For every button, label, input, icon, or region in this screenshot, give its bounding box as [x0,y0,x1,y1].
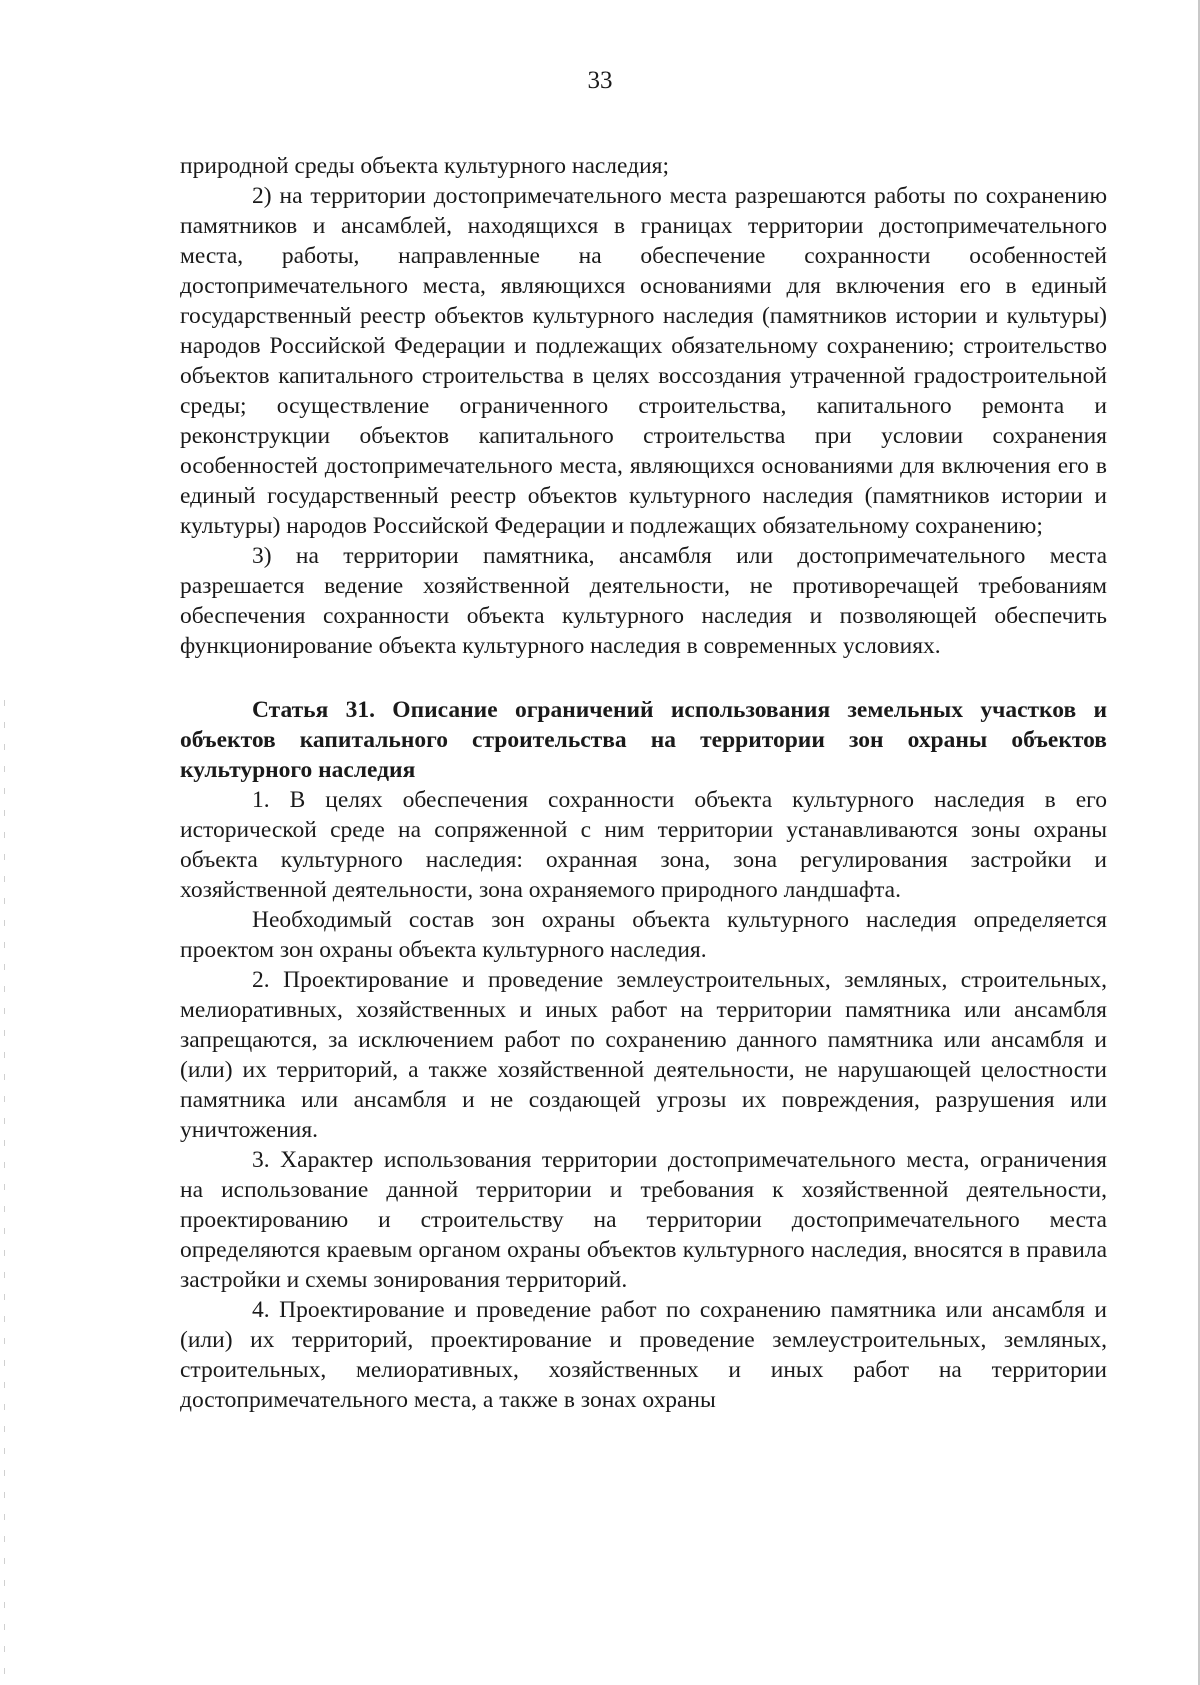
paragraph-clause-4: 4. Проектирование и проведение работ по сохранению памятника или ансамбля и (или) их территорий, проектирование и проведение землеустроительных, земляных, строительных, мелиоративных, хозяйственных и иных работ на территории достопримечательного места, а также в зонах охраны [180,1297,1107,1413]
paragraph-item-2: 2) на территории достопримечательного места разрешаются работы по сохранению памятников и ансамблей, находящихся в границах территории достопримечательного места, работы, направленные на обеспечение сохранности особенностей достопримечательного места, являющихся основаниями для включения его в единый государственный реестр объектов культурного наследия (памятников истории и культуры) народов Российской Федерации и подлежащих обязательному сохранению; строительство объектов капитального строительства в целях воссоздания утраченной градостроительной среды; осуществление ограниченного строительства, капитального ремонта и реконструкции объектов капитального строительства при условии сохранения особенностей достопримечательного места, являющихся основаниями для включения его в единый государственный реестр объектов культурного наследия (памятников истории и культуры) народов Российской Федерации и подлежащих обязательному сохранению; [180,183,1107,539]
paragraph-item-3: 3) на территории памятника, ансамбля или достопримечательного места разрешается ведение хозяйственной деятельности, не противоречащей требованиям обеспечения сохранности объекта культурного наследия и позволяющей обеспечить функционирование объекта культурного наследия в современных условиях. [180,543,1107,659]
article-31-heading: Статья 31. Описание ограничений использования земельных участков и объектов капитального строительства на территории зон охраны объектов культурного наследия [180,697,1107,783]
paragraph-clause-2: 2. Проектирование и проведение землеустроительных, земляных, строительных, мелиоративных, хозяйственных и иных работ на территории памятника или ансамбля запрещаются, за исключением работ по сохранению данного памятника или ансамбля и (или) их территорий, а также хозяйственной деятельности, не нарушающей целостности памятника или ансамбля и не создающей угрозы их повреждения, разрушения или уничтожения. [180,967,1107,1143]
paragraph-continuation: природной среды объекта культурного наследия; [180,153,670,179]
document-body [180,151,1107,1415]
scan-edge-left [4,700,5,1685]
paragraph-clause-1-note: Необходимый состав зон охраны объекта культурного наследия определяется проектом зон охраны объекта культурного наследия. [180,907,1107,963]
page-number: 33 [587,67,613,94]
paragraph-clause-3: 3. Характер использования территории достопримечательного места, ограничения на использование данной территории и требования к хозяйственной деятельности, проектированию и строительству на территории достопримечательного места определяются краевым органом охраны объектов культурного наследия, вносятся в правила застройки и схемы зонирования территорий. [180,1147,1107,1293]
paragraph-clause-1: 1. В целях обеспечения сохранности объекта культурного наследия в его исторической среде на сопряженной с ним территории устанавливаются зоны охраны объекта культурного наследия: охранная зона, зона регулирования застройки и хозяйственной деятельности, зона охраняемого природного ландшафта. [180,787,1107,903]
